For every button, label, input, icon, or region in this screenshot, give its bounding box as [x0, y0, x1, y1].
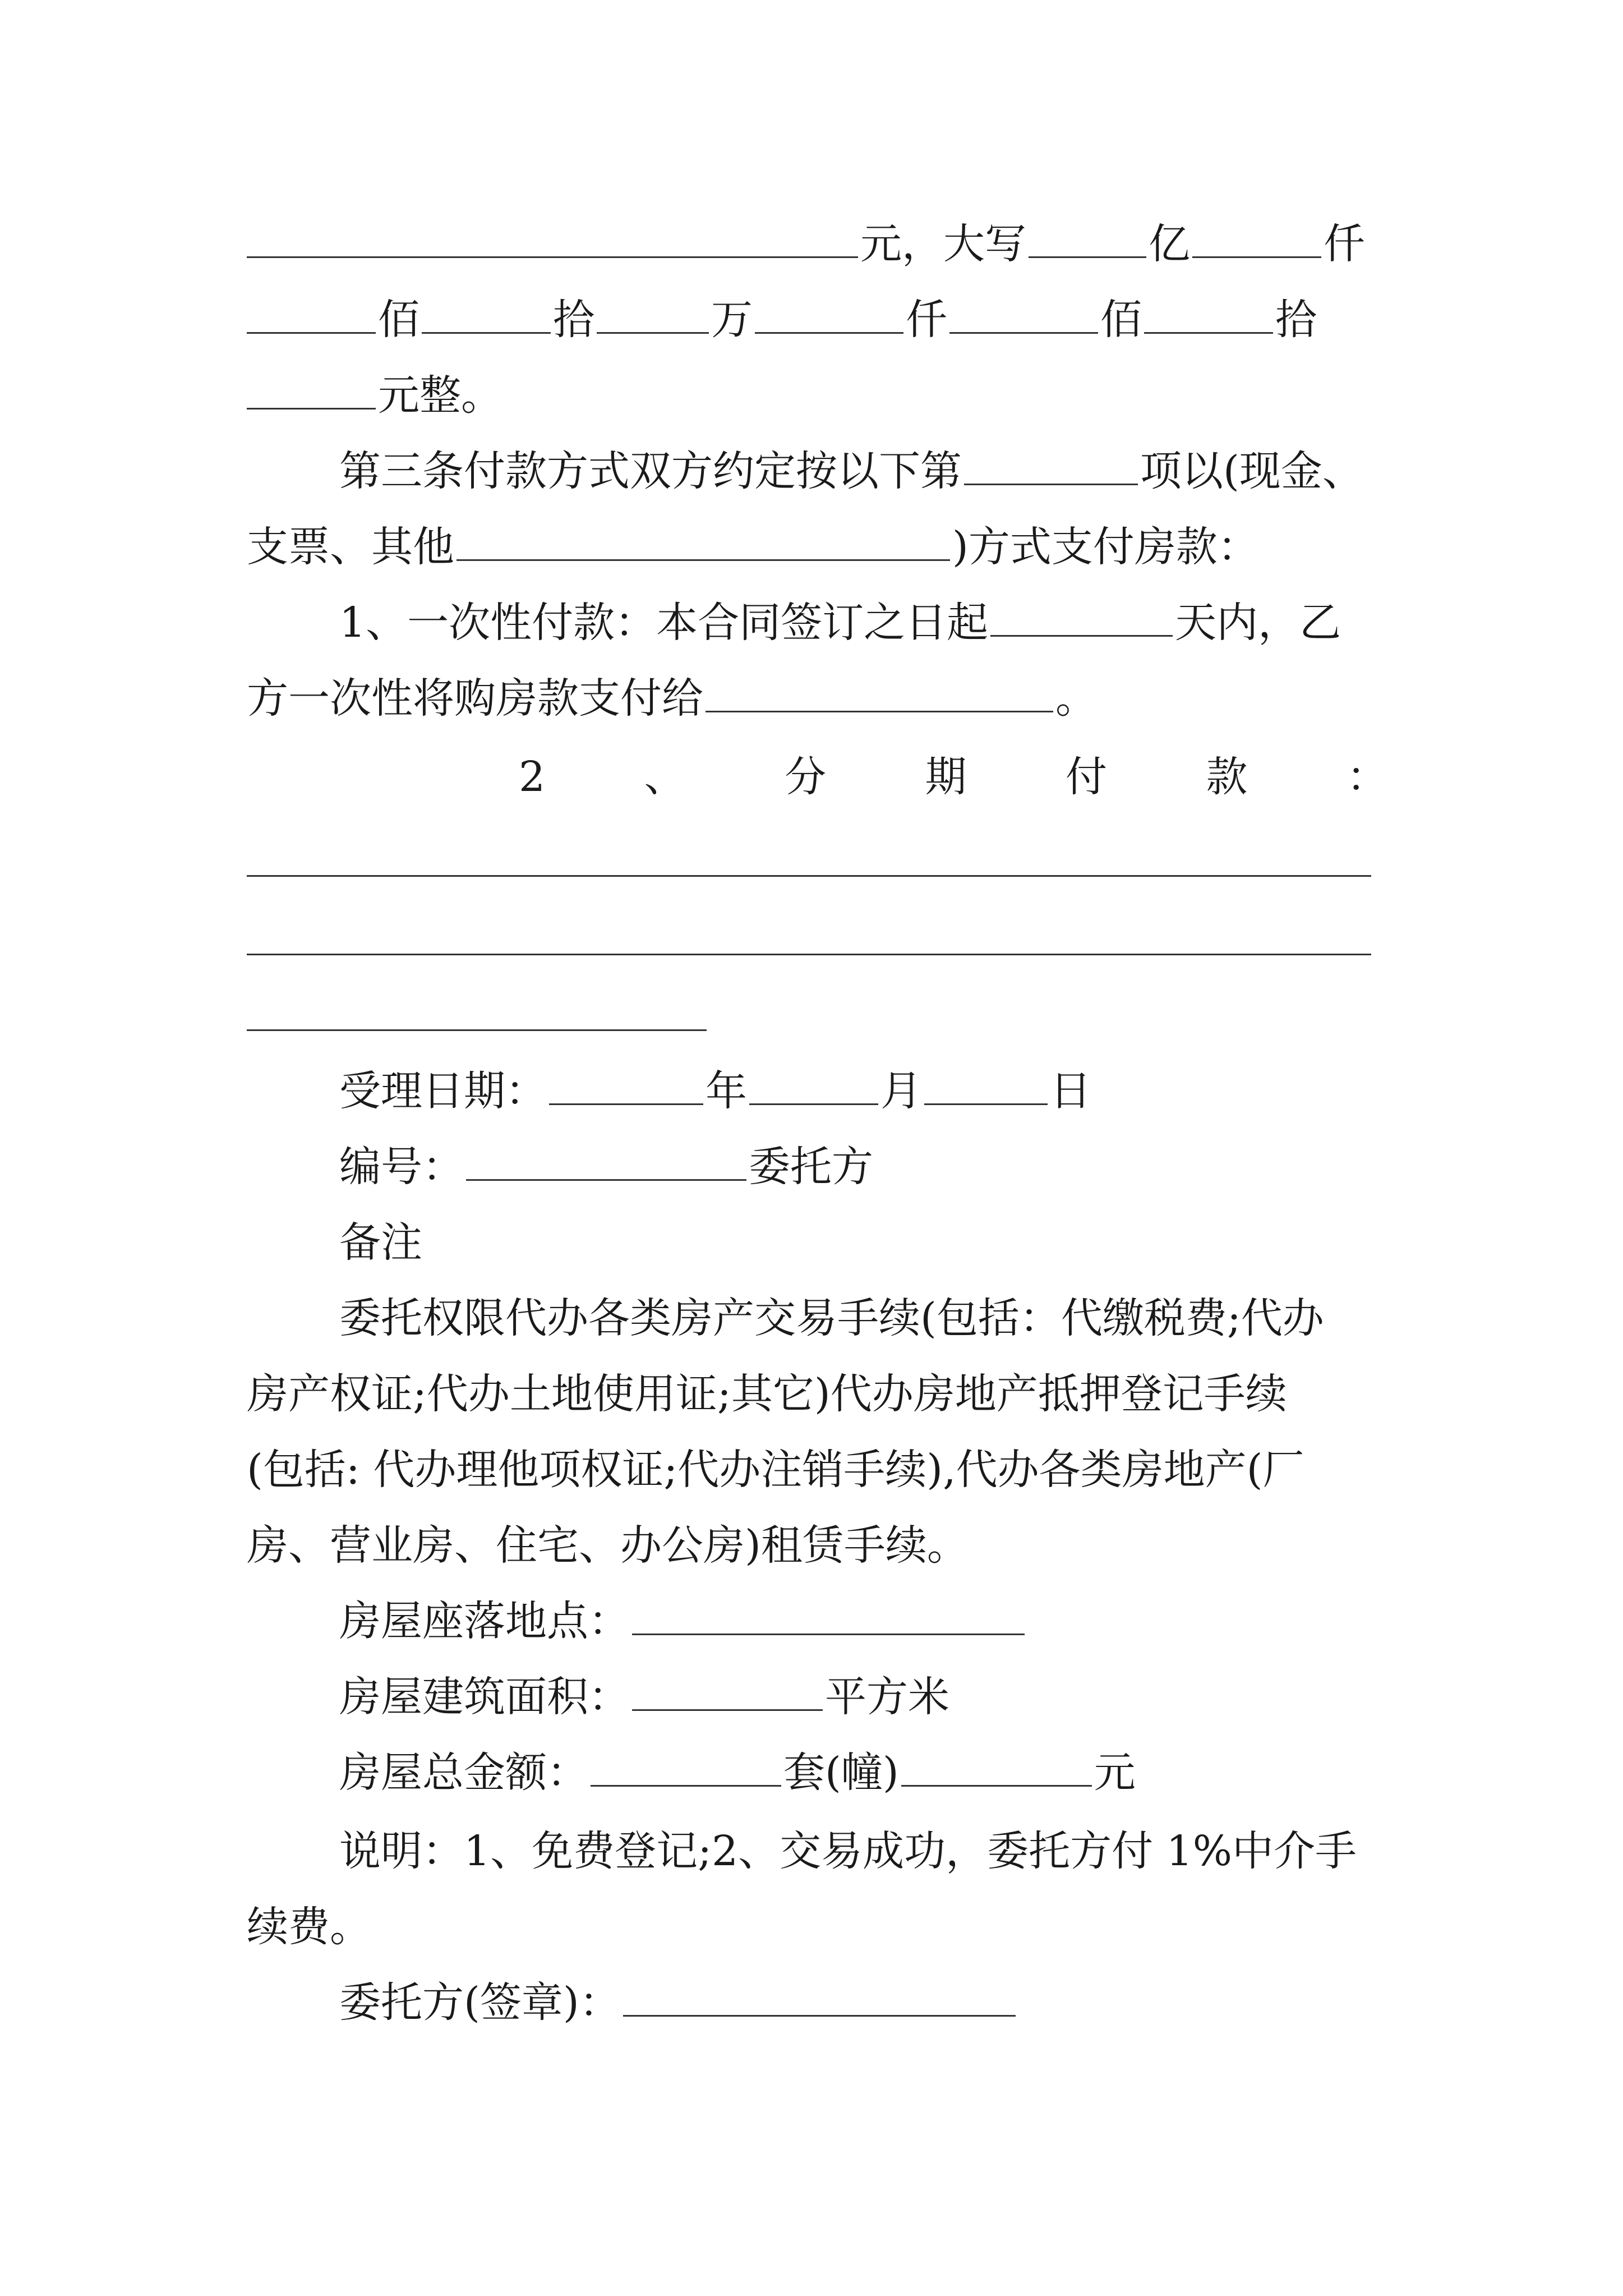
yi-blank[interactable] [1029, 216, 1146, 258]
payee-blank[interactable] [706, 670, 1053, 712]
house-location-blank[interactable] [632, 1593, 1025, 1635]
house-area-blank[interactable] [632, 1669, 823, 1711]
number-blank[interactable] [466, 1139, 746, 1181]
house-area-unit: 平方米 [825, 1673, 949, 1721]
scope-line-3 [247, 1439, 1391, 1501]
scope-text-1: 委托权限代办各类房产交易手续(包括：代缴税费;代办 [339, 1294, 1324, 1342]
article3-text-c: 支票、其他 [247, 523, 454, 571]
year-blank[interactable] [549, 1063, 703, 1105]
accept-date-line [339, 1060, 1394, 1122]
qian-text-2: 仟 [906, 296, 947, 344]
scope-text-2: 房产权证;代办土地使用证;其它)代办房地产抵押登记手续 [247, 1370, 1287, 1418]
house-area-line [339, 1666, 1394, 1728]
yuan-zheng-text: 元整。 [378, 371, 502, 420]
scope-line-2 [247, 1363, 1391, 1425]
qian-blank-2[interactable] [755, 292, 903, 334]
yuan-blank[interactable] [247, 367, 376, 409]
article3-text-a: 第三条付款方式双方约定按以下第 [339, 447, 962, 495]
house-location-line [339, 1590, 1394, 1652]
signature-label: 委托方(签章)： [339, 1978, 621, 2027]
yi-text: 亿 [1149, 220, 1190, 268]
bai-text-2: 佰 [1100, 296, 1142, 344]
shi-blank-2[interactable] [1144, 292, 1273, 334]
amount-blank[interactable] [247, 216, 858, 258]
item1-text-d: 。 [1055, 674, 1097, 723]
house-location-label: 房屋座落地点： [339, 1597, 630, 1645]
remark-text: 备注 [339, 1218, 422, 1267]
wan-blank[interactable] [597, 292, 709, 334]
item1-line-1 [339, 592, 1394, 654]
article3-text-b: 项以(现金、 [1140, 447, 1364, 495]
house-total-blank[interactable] [901, 1745, 1092, 1787]
item2-char: 分 [785, 753, 827, 801]
bai-blank-1[interactable] [247, 292, 376, 334]
signature-line [339, 1972, 1394, 2033]
house-area-label: 房屋建筑面积： [339, 1673, 630, 1721]
installment-blank-1[interactable] [247, 875, 1371, 877]
article3-line-2 [247, 516, 1391, 578]
number-line [339, 1136, 1394, 1198]
installment-blank-2[interactable] [247, 954, 1371, 955]
amount-line-3 [247, 365, 1391, 426]
item2-line [519, 746, 1388, 808]
item1-text-b: 天内，乙 [1175, 599, 1341, 647]
shi-text-1: 拾 [553, 296, 594, 344]
month-text: 月 [880, 1067, 922, 1115]
article3-line-1 [339, 440, 1394, 502]
scope-line-1 [339, 1287, 1394, 1349]
item1-text-c: 方一次性将购房款支付给 [247, 674, 703, 723]
amount-line-1 [247, 213, 1391, 275]
signature-blank[interactable] [623, 1975, 1016, 2017]
qian-blank-1[interactable] [1192, 216, 1321, 258]
house-total-label: 房屋总金额： [339, 1749, 588, 1797]
qian-text-1: 仟 [1324, 220, 1365, 268]
shi-text-2: 拾 [1275, 296, 1317, 344]
article3-text-d: )方式支付房款： [952, 523, 1259, 571]
amount-yuan-text: 元，大写 [860, 220, 1026, 268]
remark-line [339, 1212, 1394, 1273]
bai-blank-2[interactable] [949, 292, 1098, 334]
scope-text-3: (包括: 代办理他项权证;代办注销手续),代办各类房地产(厂 [247, 1446, 1304, 1494]
bai-text-1: 佰 [378, 296, 419, 344]
installment-blank-3[interactable] [247, 1029, 707, 1031]
item1-text-a: 1、一次性付款：本合同签订之日起 [339, 599, 989, 647]
scope-line-4 [247, 1515, 1391, 1576]
shi-blank-1[interactable] [422, 292, 551, 334]
house-set-unit: 套(幢) [783, 1749, 899, 1797]
payment-item-blank[interactable] [964, 443, 1138, 485]
wan-text: 万 [711, 296, 753, 344]
client-text: 委托方 [749, 1143, 873, 1191]
item2-char: 2 [519, 753, 546, 801]
days-blank[interactable] [990, 595, 1173, 637]
item2-char: 款 [1206, 753, 1248, 801]
accept-date-label: 受理日期： [339, 1067, 547, 1115]
item2-char: 期 [925, 753, 967, 801]
day-blank[interactable] [924, 1063, 1048, 1105]
house-set-blank[interactable] [591, 1745, 781, 1787]
day-text: 日 [1050, 1067, 1091, 1115]
note-line-2 [247, 1896, 1391, 1958]
note-text-2: 续费。 [247, 1903, 371, 1951]
item2-char: ： [1347, 753, 1388, 801]
number-label: 编号： [339, 1143, 464, 1191]
year-text: 年 [706, 1067, 747, 1115]
house-total-line [339, 1742, 1394, 1803]
amount-line-2 [247, 289, 1391, 351]
note-line-1 [339, 1820, 1394, 1882]
item2-char: 、 [644, 753, 686, 801]
month-blank[interactable] [749, 1063, 878, 1105]
house-total-unit: 元 [1094, 1749, 1136, 1797]
note-text-1: 说明：1、免费登记;2、交易成功，委托方付 1%中介手 [339, 1827, 1357, 1875]
scope-text-4: 房、营业房、住宅、办公房)租赁手续。 [247, 1521, 969, 1570]
other-method-blank[interactable] [457, 519, 950, 561]
item2-char: 付 [1066, 753, 1108, 801]
item1-line-2 [247, 668, 1391, 729]
